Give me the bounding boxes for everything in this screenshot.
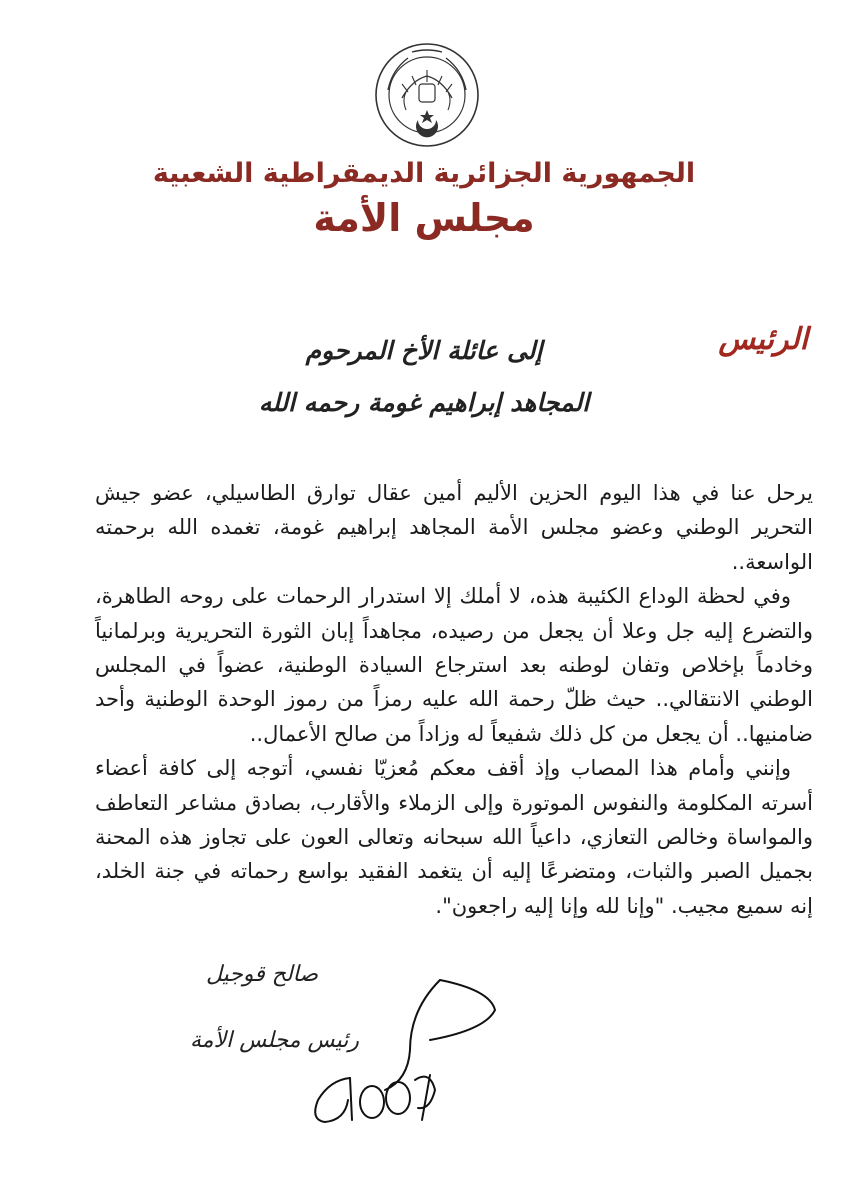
- signatory-title: رئيس مجلس الأمة: [190, 1028, 359, 1053]
- letter-body: [95, 476, 813, 923]
- body-paragraph-2: وفي لحظة الوداع الكئيبة هذه، لا أملك إلا استدرار الرحمات على روحه الطاهرة، والتضرع إليه جل وعلا أن يجعل من رصيده، مجاهداً إبان الثورة التحريرية وبرلمانياً وخادماً بإخلاص وتفان لوطنه بعد استرجاع السيادة الوطنية، عضواً في المجلس الوطني الانتقالي.. حيث ظلّ رحمة الله عليه رمزاً من رموز الوحدة الوطنية وأحد ضامنيها.. أن يجعل من كل ذلك شفيعاً له وزاداً من صالح الأعمال..: [95, 584, 813, 746]
- handwritten-signature: [290, 970, 510, 1130]
- state-seal-icon: [372, 40, 482, 150]
- republic-name: الجمهورية الجزائرية الديمقراطية الشعبية: [152, 158, 696, 189]
- body-paragraph-3: وإنني وأمام هذا المصاب وإذ أقف معكم مُعزيّا نفسي، أتوجه إلى كافة أعضاء أسرته المكلومة والنفوس الموتورة وإلى الزملاء والأقارب، بصادق مشاعر التعاطف والمواساة وخالص التعازي، داعياً الله سبحانه وتعالى العون على تجاوز هذه المحنة بجميل الصبر والثبات، ومتضرعًا إليه أن يتغمد الفقيد بواسع رحماته في جنة الخلد، إنه سميع مجيب. "وإنا لله وإنا إليه راجعون".: [95, 756, 813, 918]
- council-name: مجلس الأمة: [313, 196, 535, 240]
- addressee-line-1: إلى عائلة الأخ المرحوم: [305, 336, 543, 365]
- sender-label: الرئيس: [718, 322, 808, 357]
- signatory-name: صالح قوجيل: [206, 962, 319, 987]
- addressee-line-2: المجاهد إبراهيم غومة رحمه الله: [258, 388, 590, 417]
- body-paragraph-1: يرحل عنا في هذا اليوم الحزين الأليم أمين عقال توارق الطاسيلي، عضو جيش التحرير الوطني وعضو مجلس الأمة المجاهد إبراهيم غومة، تغمده الله برحمته الواسعة..: [95, 481, 813, 574]
